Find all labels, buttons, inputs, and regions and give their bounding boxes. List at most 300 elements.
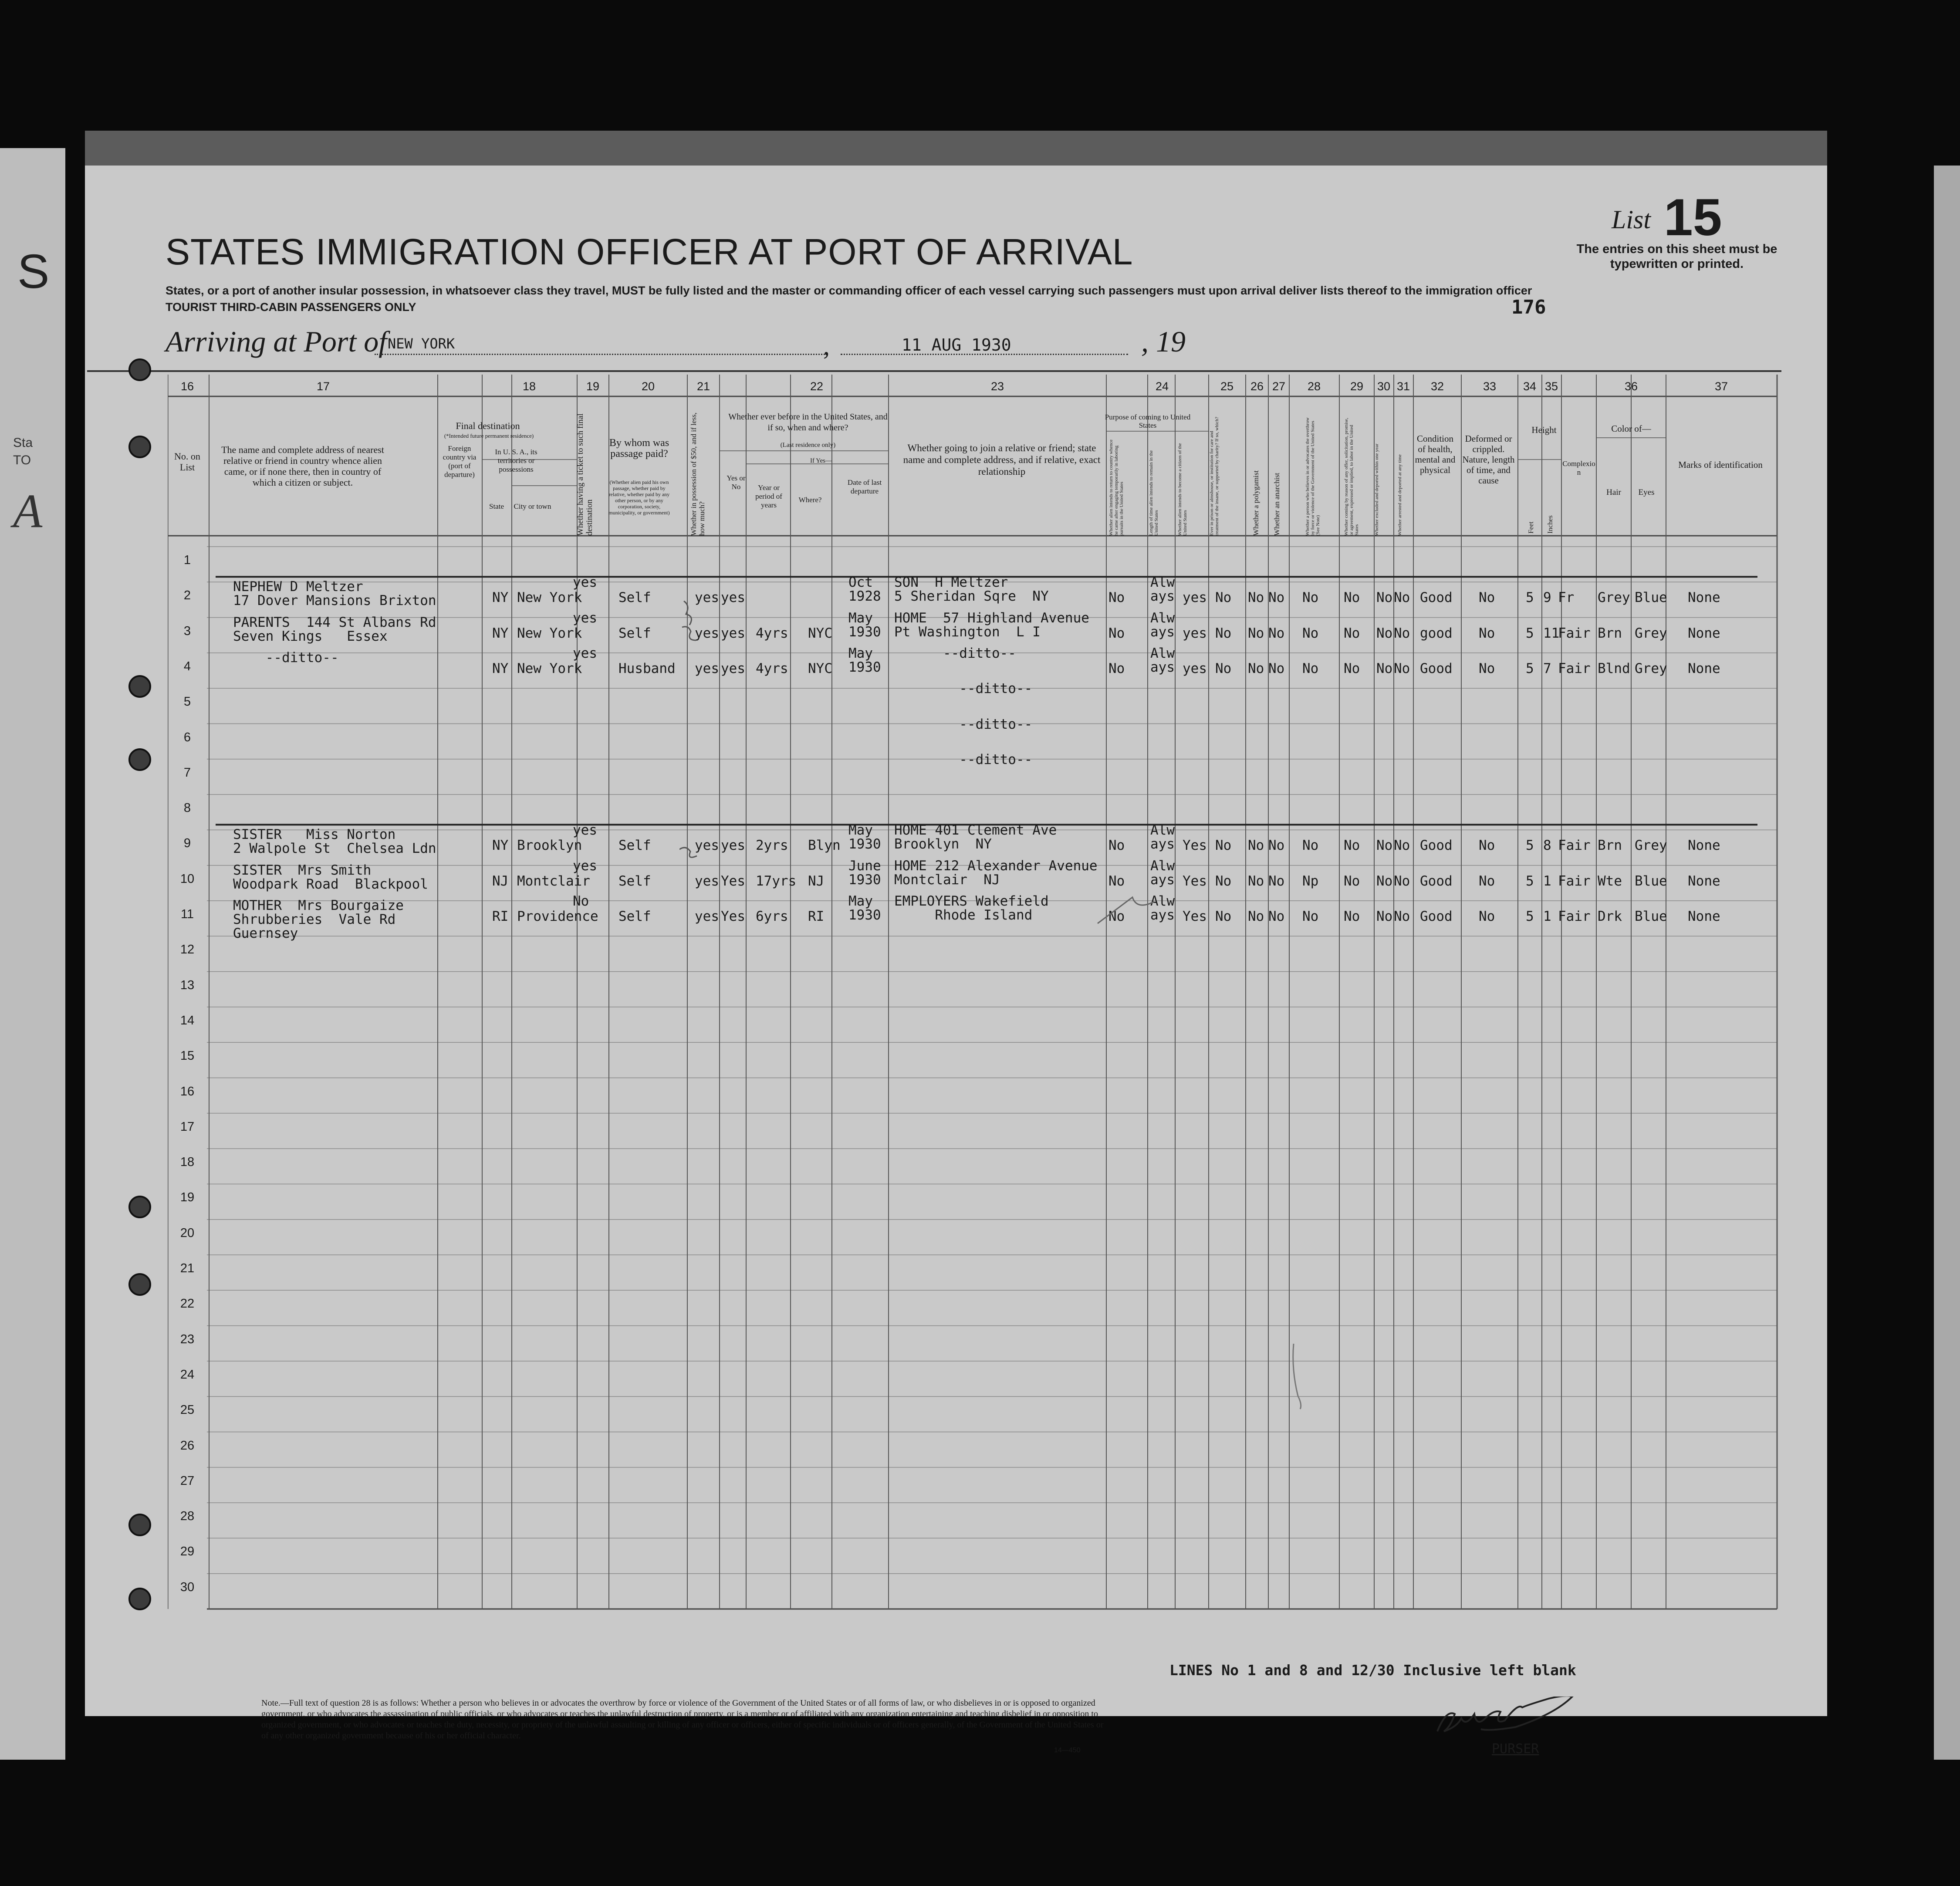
header-before-us-sub: (Last residence only) (780, 442, 836, 449)
cell-p1: No (1108, 873, 1125, 889)
column-number: 33 (1483, 380, 1497, 393)
row-number: 19 (180, 1190, 195, 1205)
row-number: 13 (180, 978, 195, 992)
cell-health: good (1420, 625, 1453, 641)
question-28-note: Note.—Full text of question 28 is as follows: Whether a person who believes in or advocates the overthrow by force or violence of the Government of the United States or of all forms of law, or who disbelieves in or is opposed to organized government, or who advocates the assassination of public officials, or who advocates or teaches the unlawful destruction of property, or is a member or of affiliated with any organization entertaining and teaching disbelief in or opposition to organized government, or who advocates or teaches the duty, necessity, or propriety of the unlawful assaulting or killing of any officer or officers, either of specific individuals or of officers generally, of the Government of the United States or of any other organized government because of his or her official character. (261, 1698, 1104, 1741)
row-number: 18 (180, 1155, 195, 1169)
cell-c26: No (1248, 625, 1264, 641)
entries-note: The entries on this sheet must be typewritten or printed. (1576, 242, 1778, 271)
cell-paid: Self (618, 838, 651, 854)
prev-page-letter: S (17, 245, 50, 298)
cell-c31: No (1394, 909, 1410, 924)
header-deported: Whether arrested and deported at any time (1397, 454, 1402, 536)
cell-joining: --ditto-- (894, 645, 1016, 661)
cell-state: NY (492, 625, 509, 641)
stamp-number: 176 (1511, 296, 1546, 318)
cell-c30: No (1376, 909, 1393, 924)
form-top-rule (87, 370, 1781, 372)
cell-before: Yes (721, 909, 745, 924)
cell-p2: Alw ays (1150, 822, 1175, 852)
arrival-date: 11 AUG 1930 (902, 335, 1011, 355)
cell-complexion: Fr (1558, 590, 1575, 606)
pencil-marks (1089, 836, 1163, 1403)
cell-c25: No (1215, 660, 1232, 676)
cell-feet: 5 (1526, 660, 1534, 676)
cell-paid: Self (618, 909, 651, 924)
cell-paid: Husband (618, 660, 676, 676)
punch-hole (128, 1514, 151, 1536)
cell-p3: Yes (1183, 838, 1207, 854)
column-number: 27 (1272, 380, 1286, 393)
punch-hole (128, 1588, 151, 1610)
cell-c28: Np (1302, 873, 1319, 889)
cell-p3: yes (1183, 625, 1207, 641)
cell-ticket: yes (573, 645, 597, 661)
cell-c26: No (1248, 660, 1264, 676)
column-number: 35 (1544, 380, 1558, 393)
cell-c25: No (1215, 590, 1232, 606)
cell-c29: No (1344, 838, 1360, 854)
port-dotted-line (375, 354, 828, 355)
header-feet: Feet (1527, 521, 1535, 534)
cell-complexion: Fair (1558, 660, 1591, 676)
row-number: 9 (183, 836, 191, 851)
cell-ticket: yes (573, 858, 597, 874)
cell-where: NJ (808, 873, 825, 889)
punch-hole (128, 675, 151, 698)
class-text: TOURIST THIRD-CABIN PASSENGERS ONLY (166, 301, 416, 314)
header-yes-no: Yes or No (727, 474, 746, 491)
cell-dep: June 1930 (848, 858, 881, 888)
cell-dep: Oct 1928 (848, 575, 881, 605)
cell-c31: No (1394, 873, 1410, 889)
cell-c29: No (1344, 909, 1360, 924)
cell-eyes: Grey (1635, 838, 1667, 854)
cell-dep: May 1930 (848, 610, 881, 640)
cell-c31: No (1394, 660, 1410, 676)
cell-inches: 11 (1543, 625, 1560, 641)
cell-hair: Grey (1598, 590, 1630, 606)
cell-city: Montclair (517, 873, 590, 889)
cell-before: yes (721, 625, 745, 641)
cell-c26: No (1248, 590, 1264, 606)
column-number: 37 (1714, 380, 1728, 393)
cell-c27: No (1268, 909, 1285, 924)
cell-ticket: yes (573, 575, 597, 591)
next-page-edge (1934, 166, 1960, 1760)
row-number: 2 (183, 588, 191, 603)
cell-eyes: Blue (1635, 873, 1667, 889)
header-labor-offer: Whether coming by reason of any offer, solicitation, promise, or agreement, expressed or implied, to labor in the United States (1344, 418, 1359, 536)
cell-c28: No (1302, 660, 1319, 676)
row-number: 1 (183, 553, 191, 567)
purser-signature (1429, 1697, 1603, 1749)
cell-inches: 9 (1543, 590, 1551, 606)
header-final-destination: Final destination (456, 420, 520, 431)
cell-relative: PARENTS 144 St Albans Rd Seven Kings Essex (233, 614, 436, 644)
cell-money: yes (695, 625, 719, 641)
header-inches: Inches (1547, 515, 1554, 534)
cell-dep: May 1930 (848, 645, 881, 675)
cell-feet: 5 (1526, 873, 1534, 889)
cell-c31: No (1394, 838, 1410, 854)
arriving-label: Arriving at Port of (166, 325, 387, 358)
header-ticket: Whether having a ticket to such final destination (576, 413, 594, 536)
header-complexion: Complexion (1562, 460, 1595, 477)
header-year-period: Year or period of years (755, 483, 782, 509)
cell-inches: 7 (1543, 660, 1551, 676)
cell-paid: Self (618, 873, 651, 889)
cell-where: NYC (808, 625, 832, 641)
header-color-of: Color of— (1611, 423, 1651, 434)
cell-marks: None (1688, 838, 1720, 854)
cell-health: Good (1420, 660, 1453, 676)
header-deformed: Deformed or crippled. Nature, length of time, and cause (1462, 433, 1515, 486)
cell-c28: No (1302, 590, 1319, 606)
cell-p1: No (1108, 590, 1125, 606)
cell-where: NYC (808, 660, 832, 676)
table-grid (168, 375, 1779, 1664)
punch-hole (128, 1196, 151, 1218)
cell-relative: NEPHEW D Meltzer 17 Dover Mansions Brixton (233, 579, 436, 609)
column-number: 20 (641, 380, 655, 393)
cell-dep: May 1930 (848, 822, 881, 852)
punch-hole (128, 436, 151, 458)
cell-where: RI (808, 909, 825, 924)
header-overthrow: Whether a person who believes in or advocates the overthrow by force or violence of the Government of the United States (See Note) (1305, 417, 1321, 536)
cell-p3: Yes (1183, 909, 1207, 924)
cell-paid: Self (618, 590, 651, 606)
cell-c25: No (1215, 838, 1232, 854)
header-joining: Whether going to join a relative or friend; state name and complete address, and if relative, exact relationship (903, 443, 1101, 477)
column-number: 36 (1624, 380, 1638, 393)
row-number: 11 (180, 907, 194, 921)
column-number: 18 (522, 380, 536, 393)
cell-p2: Alw ays (1150, 645, 1175, 675)
row-number: 28 (180, 1509, 195, 1524)
cell-joining: SON H Meltzer 5 Sheridan Sqre NY (894, 575, 1049, 605)
row-number: 21 (180, 1261, 195, 1275)
lines-blank-note: LINES No 1 and 8 and 12/30 Inclusive left blank (1169, 1662, 1576, 1679)
column-number: 32 (1430, 380, 1444, 393)
header-anarchist: Whether an anarchist (1273, 473, 1281, 536)
cell-deformed: No (1479, 590, 1495, 606)
cell-deformed: No (1479, 660, 1495, 676)
cell-c28: No (1302, 909, 1319, 924)
header-before-us: Whether ever before in the United States, and if so, when and where? (728, 412, 888, 433)
cell-inches: 8 (1543, 838, 1551, 854)
cell-city: New York (517, 590, 582, 606)
cell-hair: Brn (1598, 838, 1622, 854)
cell-dep: May 1930 (848, 893, 881, 923)
column-number: 28 (1307, 380, 1321, 393)
row-number: 22 (180, 1297, 195, 1311)
cell-c29: No (1344, 873, 1360, 889)
comma: , (823, 331, 830, 360)
cell-c27: No (1268, 590, 1285, 606)
header-where: Where? (798, 496, 822, 504)
cell-complexion: Fair (1558, 838, 1591, 854)
punch-hole (128, 1273, 151, 1296)
row-number: 8 (183, 801, 191, 815)
year-prefix: , 19 (1141, 325, 1186, 358)
cell-ticket: No (573, 893, 589, 909)
cell-money: yes (695, 838, 719, 854)
row-number: 17 (180, 1119, 195, 1134)
cell-city: Brooklyn (517, 838, 582, 854)
cell-c26: No (1248, 838, 1264, 854)
column-number: 29 (1350, 380, 1364, 393)
cell-marks: None (1688, 590, 1720, 606)
cell-state: NY (492, 838, 509, 854)
cell-complexion: Fair (1558, 625, 1591, 641)
cell-p1: No (1108, 625, 1125, 641)
cell-c26: No (1248, 909, 1264, 924)
cell-p2: Alw ays (1150, 858, 1175, 888)
row-number: 15 (180, 1049, 195, 1063)
cell-deformed: No (1479, 625, 1495, 641)
header-purpose-a: Whether alien intends to return to country whence he came after engaging temporarily in laboring pursuits in the United States (1108, 439, 1124, 536)
punch-hole (128, 358, 151, 381)
pencil-stroke (1289, 1342, 1307, 1411)
cell-health: Good (1420, 838, 1453, 854)
cell-deformed: No (1479, 838, 1495, 854)
cell-health: Good (1420, 873, 1453, 889)
cell-relative: SISTER Miss Norton 2 Walpole St Chelsea Ldn (233, 827, 436, 857)
header-foreign-country: Foreign country via (port of departure) (443, 444, 476, 479)
column-number: 31 (1396, 380, 1410, 393)
cell-joining: --ditto-- (894, 751, 1033, 767)
cell-p3: yes (1183, 660, 1207, 676)
cell-joining: HOME 57 Highland Avenue Pt Washington L I (894, 610, 1089, 640)
column-number: 34 (1523, 380, 1537, 393)
cell-p2: Alw ays (1150, 610, 1175, 640)
cell-state: RI (492, 909, 509, 924)
cell-marks: None (1688, 625, 1720, 641)
cell-c31: No (1394, 590, 1410, 606)
cell-before: yes (721, 660, 745, 676)
header-money: Whether in possession of $50, and if less, how much? (689, 412, 706, 536)
punch-hole (128, 748, 151, 771)
cell-c27: No (1268, 838, 1285, 854)
row-number: 14 (180, 1013, 195, 1027)
prev-page-text: Sta (13, 436, 33, 450)
header-prison: Ever in prison or almshouse, or institution for care and treatment of the insane, or supported by charity? If so, which? (1209, 416, 1220, 536)
cell-p2: Alw ays (1150, 893, 1175, 923)
header-final-destination-note: (*Intended future permanent residence) (444, 433, 534, 439)
column-number: 30 (1377, 380, 1391, 393)
cell-money: yes (695, 909, 719, 924)
cell-complexion: Fair (1558, 873, 1591, 889)
cell-p3: Yes (1183, 873, 1207, 889)
column-number: 25 (1220, 380, 1234, 393)
row-number: 5 (183, 695, 191, 709)
cell-c29: No (1344, 625, 1360, 641)
list-number: 15 (1664, 188, 1722, 247)
column-number: 19 (586, 380, 600, 393)
cell-marks: None (1688, 909, 1720, 924)
cell-p3: yes (1183, 590, 1207, 606)
cell-ticket: yes (573, 822, 597, 838)
column-number: 17 (316, 380, 330, 393)
header-condition: Condition of health, mental and physical (1415, 433, 1456, 475)
cell-money: yes (695, 660, 719, 676)
form-code: 14—450 (1054, 1747, 1081, 1754)
cell-years: 4yrs (756, 660, 788, 676)
header-city: City or town (514, 502, 551, 510)
column-number: 24 (1155, 380, 1169, 393)
cell-before: yes (721, 838, 745, 854)
cell-c31: No (1394, 625, 1410, 641)
column-number: 23 (990, 380, 1004, 393)
cell-c26: No (1248, 873, 1264, 889)
cell-c25: No (1215, 909, 1232, 924)
cell-inches: 1 (1543, 873, 1551, 889)
pencil-annotations (679, 592, 719, 1524)
header-in-usa: In U. S. A., its territories or possessions (495, 448, 537, 473)
cell-city: New York (517, 660, 582, 676)
cell-relative: --ditto-- (233, 649, 339, 666)
cell-joining: EMPLOYERS Wakefield Rhode Island (894, 893, 1049, 923)
header-eyes: Eyes (1638, 488, 1655, 497)
port-value: NEW YORK (388, 335, 455, 352)
cell-joining: --ditto-- (894, 716, 1033, 732)
header-purpose: Purpose of coming to United States (1105, 413, 1191, 429)
cell-marks: None (1688, 873, 1720, 889)
header-height: Height (1531, 425, 1557, 435)
row-number: 16 (180, 1084, 195, 1098)
row-number: 7 (183, 765, 191, 780)
header-date-departure: Date of last departure (847, 478, 882, 495)
row-number: 20 (180, 1226, 195, 1240)
cell-years: 17yrs (756, 873, 797, 889)
column-number: 16 (180, 380, 194, 393)
row-number: 10 (180, 872, 195, 886)
cell-c29: No (1344, 660, 1360, 676)
cell-eyes: Grey (1635, 660, 1667, 676)
cell-eyes: Blue (1635, 909, 1667, 924)
cell-state: NY (492, 660, 509, 676)
cell-joining: --ditto-- (894, 681, 1033, 697)
row-number: 30 (180, 1580, 195, 1594)
manifest-table (168, 375, 1779, 1664)
cell-money: yes (695, 590, 719, 606)
cell-deformed: No (1479, 873, 1495, 889)
header-marks: Marks of identification (1678, 460, 1763, 470)
header-hair: Hair (1606, 488, 1621, 497)
cell-c28: No (1302, 625, 1319, 641)
cell-complexion: Fair (1558, 909, 1591, 924)
purser-label: PURSER (1492, 1741, 1539, 1757)
cell-joining: HOME 401 Clement Ave Brooklyn NY (894, 822, 1057, 852)
row-number: 12 (180, 943, 195, 957)
cell-eyes: Grey (1635, 625, 1667, 641)
cell-feet: 5 (1526, 838, 1534, 854)
cell-before: Yes (721, 873, 745, 889)
cell-c30: No (1376, 838, 1393, 854)
row-number: 4 (183, 659, 191, 673)
header-passage-paid: By whom was passage paid? (609, 437, 669, 460)
list-label: List (1612, 205, 1651, 234)
prev-page-italic: A (13, 484, 43, 537)
header-state: State (489, 502, 504, 510)
row-number: 23 (180, 1332, 195, 1346)
cell-years: 6yrs (756, 909, 788, 924)
header-purpose-c: Whether alien intends to become a citizen of the United States (1177, 443, 1188, 536)
cell-c27: No (1268, 660, 1285, 676)
row-number: 29 (180, 1545, 195, 1559)
cell-before: yes (721, 590, 745, 606)
cell-health: Good (1420, 909, 1453, 924)
row-number: 27 (180, 1474, 195, 1488)
cell-money: yes (695, 873, 719, 889)
column-number: 22 (810, 380, 824, 393)
instruction-text: States, or a port of another insular possession, in whatsoever class they travel, MUST be fully listed and the master or commanding officer of each vessel carrying such passengers must upon arrival deliver lists thereof to the immigration officer (166, 284, 1532, 297)
cell-hair: Drk (1598, 909, 1622, 924)
header-polygamist: Whether a polygamist (1252, 470, 1260, 536)
cell-c30: No (1376, 590, 1393, 606)
cell-c28: No (1302, 838, 1319, 854)
cell-years: 4yrs (756, 625, 788, 641)
cell-feet: 5 (1526, 909, 1534, 924)
row-number: 6 (183, 730, 191, 744)
cell-p1: No (1108, 838, 1125, 854)
cell-eyes: Blue (1635, 590, 1667, 606)
cell-p2: Alw ays (1150, 575, 1175, 605)
cell-p1: No (1108, 909, 1125, 924)
cell-hair: Blnd (1598, 660, 1630, 676)
cell-c30: No (1376, 873, 1393, 889)
cell-p1: No (1108, 660, 1125, 676)
cell-c27: No (1268, 873, 1285, 889)
header-passage-note: (Whether alien paid his own passage, whether paid by relative, whether paid by any other person, or by any corporation, society, municipality, or government) (608, 479, 670, 516)
cell-where: Blyn (808, 838, 841, 854)
cell-hair: Brn (1598, 625, 1622, 641)
header-if-yes: If Yes— (810, 457, 832, 464)
cell-paid: Self (618, 625, 651, 641)
header-no-on-list: No. on List (174, 451, 200, 473)
cell-city: Providence (517, 909, 598, 924)
cell-c30: No (1376, 660, 1393, 676)
cell-city: New York (517, 625, 582, 641)
cell-hair: Wte (1598, 873, 1622, 889)
cell-joining: HOME 212 Alexander Avenue Montclair NJ (894, 858, 1098, 888)
cell-c30: No (1376, 625, 1393, 641)
cell-relative: SISTER Mrs Smith Woodpark Road Blackpool (233, 862, 428, 892)
form-title: STATES IMMIGRATION OFFICER AT PORT OF ARRIVAL (166, 231, 1133, 272)
cell-feet: 5 (1526, 625, 1534, 641)
cell-state: NJ (492, 873, 509, 889)
cell-marks: None (1688, 660, 1720, 676)
row-number: 3 (183, 624, 191, 638)
column-number: 21 (696, 380, 710, 393)
cell-relative: MOTHER Mrs Bourgaize Shrubberies Vale Rd Guernsey (233, 898, 404, 941)
cell-c27: No (1268, 625, 1285, 641)
cell-feet: 5 (1526, 590, 1534, 606)
cell-c29: No (1344, 590, 1360, 606)
cell-deformed: No (1479, 909, 1495, 924)
previous-page-edge (0, 148, 65, 1760)
row-number: 26 (180, 1438, 195, 1453)
cell-state: NY (492, 590, 509, 606)
cell-years: 2yrs (756, 838, 788, 854)
cell-ticket: yes (573, 610, 597, 626)
row-number: 24 (180, 1367, 195, 1382)
row-number: 25 (180, 1403, 195, 1417)
prev-page-text: TO (13, 453, 31, 467)
cell-c25: No (1215, 625, 1232, 641)
column-number: 26 (1250, 380, 1264, 393)
